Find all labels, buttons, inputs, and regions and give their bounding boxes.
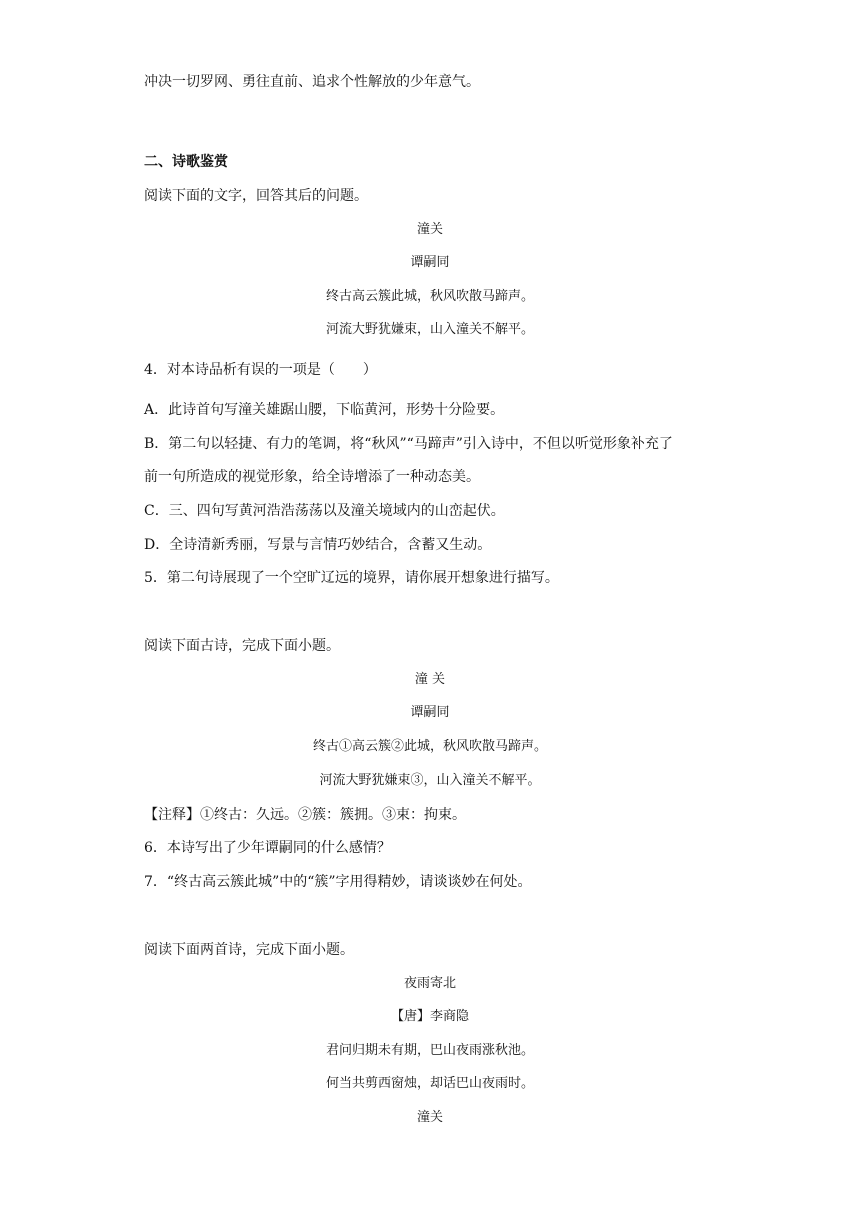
- block1-poem-title: 潼关: [416, 222, 443, 237]
- block2-poem-line-2: 河流大野犹嫌束③，山入潼关不解平。: [319, 773, 541, 788]
- option-c: C．三、四句写黄河浩浩荡荡以及潼关境域内的山峦起伏。: [144, 503, 505, 519]
- block3-poem-title: 夜雨寄北: [403, 976, 456, 991]
- block1-poem-line-2: 河流大野犹嫌束，山入潼关不解平。: [325, 322, 534, 337]
- section-heading: 二、诗歌鉴赏: [144, 154, 228, 170]
- block1-instruction: 阅读下面的文字，回答其后的问题。: [144, 188, 368, 204]
- block3-second-poem-title: 潼关: [416, 1110, 443, 1125]
- block3-poem-line-2: 何当共剪西窗烛，却话巴山夜雨时。: [325, 1076, 534, 1091]
- block2-poem-author: 谭嗣同: [410, 705, 450, 720]
- option-b-line-1: B．第二句以轻捷、有力的笔调，将“秋风”“马蹄声”引入诗中，不但以听觉形象补充了: [144, 436, 673, 452]
- question-7: 7．“终古高云簇此城”中的“簇”字用得精妙，请谈谈妙在何处。: [144, 874, 532, 890]
- question-5: 5．第二句诗展现了一个空旷辽远的境界，请你展开想象进行描写。: [144, 570, 559, 586]
- block2-poem-line-1: 终古①高云簇②此城，秋风吹散马蹄声。: [312, 739, 547, 754]
- block1-poem-author: 谭嗣同: [410, 255, 450, 270]
- option-d: D．全诗清新秀丽，写景与言情巧妙结合，含蓄又生动。: [144, 537, 492, 553]
- option-a: A．此诗首句写潼关雄踞山腰，下临黄河，形势十分险要。: [144, 402, 505, 418]
- block2-notes: 【注释】①终古：久远。②簇：簇拥。③束：拘束。: [144, 807, 466, 823]
- question-4: 4．对本诗品析有误的一项是（ ）: [144, 362, 377, 378]
- block2-poem-title: 潼 关: [414, 672, 446, 687]
- block3-poem-line-1: 君问归期未有期，巴山夜雨涨秋池。: [325, 1043, 534, 1058]
- question-6: 6．本诗写出了少年谭嗣同的什么感情？: [144, 840, 391, 856]
- option-b-line-2: 前一句所造成的视觉形象，给全诗增添了一种动态美。: [144, 469, 480, 485]
- block1-poem-line-1: 终古高云簇此城，秋风吹散马蹄声。: [325, 289, 534, 304]
- block3-instruction: 阅读下面两首诗，完成下面小题。: [144, 942, 354, 958]
- block3-poem-author: 【唐】李商隐: [390, 1009, 469, 1024]
- intro-tail-text: 冲决一切罗网、勇往直前、追求个性解放的少年意气。: [144, 74, 480, 90]
- block2-instruction: 阅读下面古诗，完成下面小题。: [144, 638, 340, 654]
